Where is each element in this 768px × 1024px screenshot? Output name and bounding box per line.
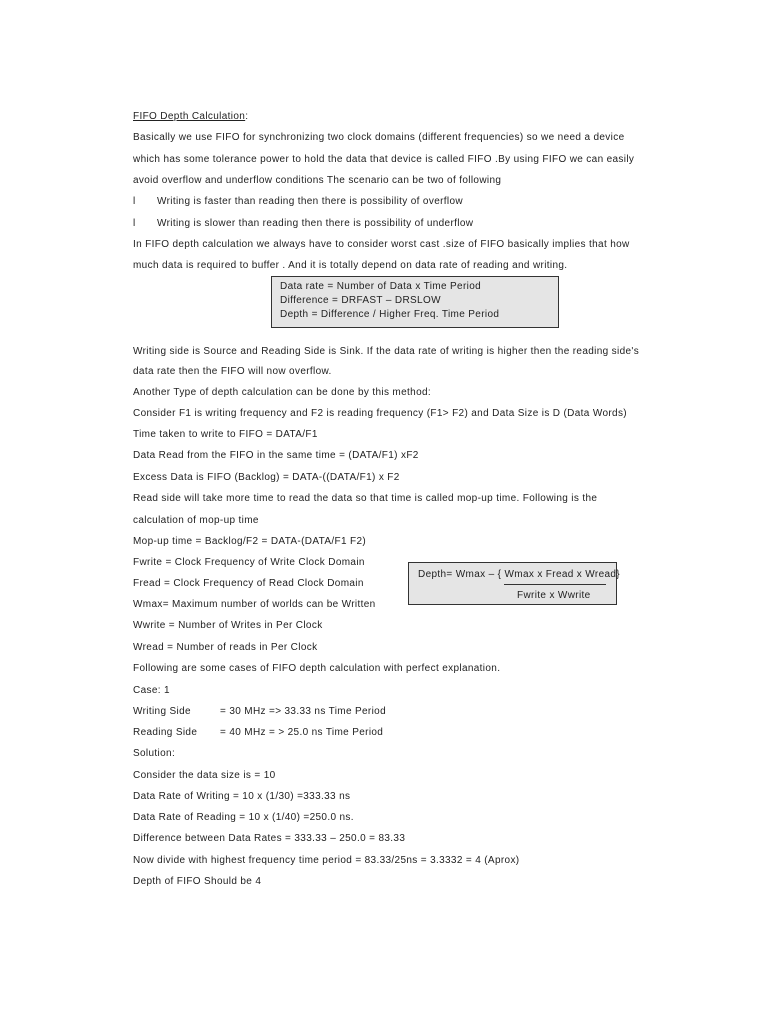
formula-depth: Depth = Difference / Higher Freq. Time Period <box>280 309 500 320</box>
solution-heading: Solution: <box>133 748 176 759</box>
depth-formula-box <box>408 562 620 605</box>
para3-line-14: Wwrite = Number of Writes in Per Clock <box>133 620 323 631</box>
para3-line-4: Consider F1 is writing frequency and F2 is reading frequency (F1> F2) and Data Size is D (Data Words) <box>133 408 627 419</box>
case1-writing-value: = 30 MHz => 33.33 ns Time Period <box>220 706 387 717</box>
intro-line-3: avoid overflow and underflow conditions The scenario can be two of following <box>133 175 502 186</box>
bullet-mark-2: l <box>133 218 136 229</box>
solution-line-4: Difference between Data Rates = 333.33 – 250.0 = 83.33 <box>133 833 406 844</box>
para3-line-10: Mop-up time = Backlog/F2 = DATA-(DATA/F1 F2) <box>133 536 367 547</box>
para3-line-11: Fwrite = Clock Frequency of Write Clock Domain <box>133 557 365 568</box>
depth-formula-numerator: Depth= Wmax – { Wmax x Fread x Wread} <box>418 569 620 580</box>
para3-line-13: Wmax= Maximum number of worlds can be Written <box>133 599 376 610</box>
solution-line-2: Data Rate of Writing = 10 x (1/30) =333.33 ns <box>133 791 351 802</box>
para3-line-12: Fread = Clock Frequency of Read Clock Domain <box>133 578 364 589</box>
section-title-text: FIFO Depth Calculation <box>133 111 246 122</box>
para3-line-17: Case: 1 <box>133 685 170 696</box>
intro-line-1: Basically we use FIFO for synchronizing two clock domains (different frequencies) so we need a device <box>133 132 625 143</box>
para3-line-3: Another Type of depth calculation can be done by this method: <box>133 387 432 398</box>
para2-line-2: much data is required to buffer . And it is totally depend on data rate of reading and writing. <box>133 260 568 271</box>
para3-line-16: Following are some cases of FIFO depth calculation with perfect explanation. <box>133 663 501 674</box>
bullet-text-1: Writing is faster than reading then there is possibility of overflow <box>157 196 463 207</box>
case1-writing-label: Writing Side <box>133 706 191 717</box>
case1-reading-value: = 40 MHz = > 25.0 ns Time Period <box>220 727 384 738</box>
para3-line-15: Wread = Number of reads in Per Clock <box>133 642 318 653</box>
depth-formula-denominator: Fwrite x Wwrite <box>517 590 591 601</box>
formula-data-rate: Data rate = Number of Data x Time Period <box>280 281 482 292</box>
bullet-mark-1: l <box>133 196 136 207</box>
section-title-colon: : <box>245 111 249 122</box>
para2-line-1: In FIFO depth calculation we always have to consider worst cast .size of FIFO basically implies that how <box>133 239 630 250</box>
fraction-bar <box>504 584 606 585</box>
formula-difference: Difference = DRFAST – DRSLOW <box>280 295 441 306</box>
solution-line-6: Depth of FIFO Should be 4 <box>133 876 262 887</box>
solution-line-5: Now divide with highest frequency time period = 83.33/25ns = 3.3332 = 4 (Aprox) <box>133 855 520 866</box>
para3-line-1: Writing side is Source and Reading Side is Sink. If the data rate of writing is higher then the reading side's <box>133 346 640 357</box>
para3-line-7: Excess Data is FIFO (Backlog) = DATA-((DATA/F1) x F2 <box>133 472 400 483</box>
section-title <box>133 111 248 123</box>
formula-box <box>271 276 559 328</box>
bullet-text-2: Writing is slower than reading then there is possibility of underflow <box>157 218 474 229</box>
solution-line-1: Consider the data size is = 10 <box>133 770 276 781</box>
para3-line-6: Data Read from the FIFO in the same time = (DATA/F1) xF2 <box>133 450 419 461</box>
para3-line-5: Time taken to write to FIFO = DATA/F1 <box>133 429 318 440</box>
case1-reading-label: Reading Side <box>133 727 198 738</box>
para3-line-8: Read side will take more time to read the data so that time is called mop-up time. Following is the <box>133 493 598 504</box>
intro-line-2: which has some tolerance power to hold the data that device is called FIFO .By using FIFO we can easily <box>133 154 635 165</box>
para3-line-9: calculation of mop-up time <box>133 515 259 526</box>
solution-line-3: Data Rate of Reading = 10 x (1/40) =250.0 ns. <box>133 812 354 823</box>
para3-line-2: data rate then the FIFO will now overflow. <box>133 366 332 377</box>
